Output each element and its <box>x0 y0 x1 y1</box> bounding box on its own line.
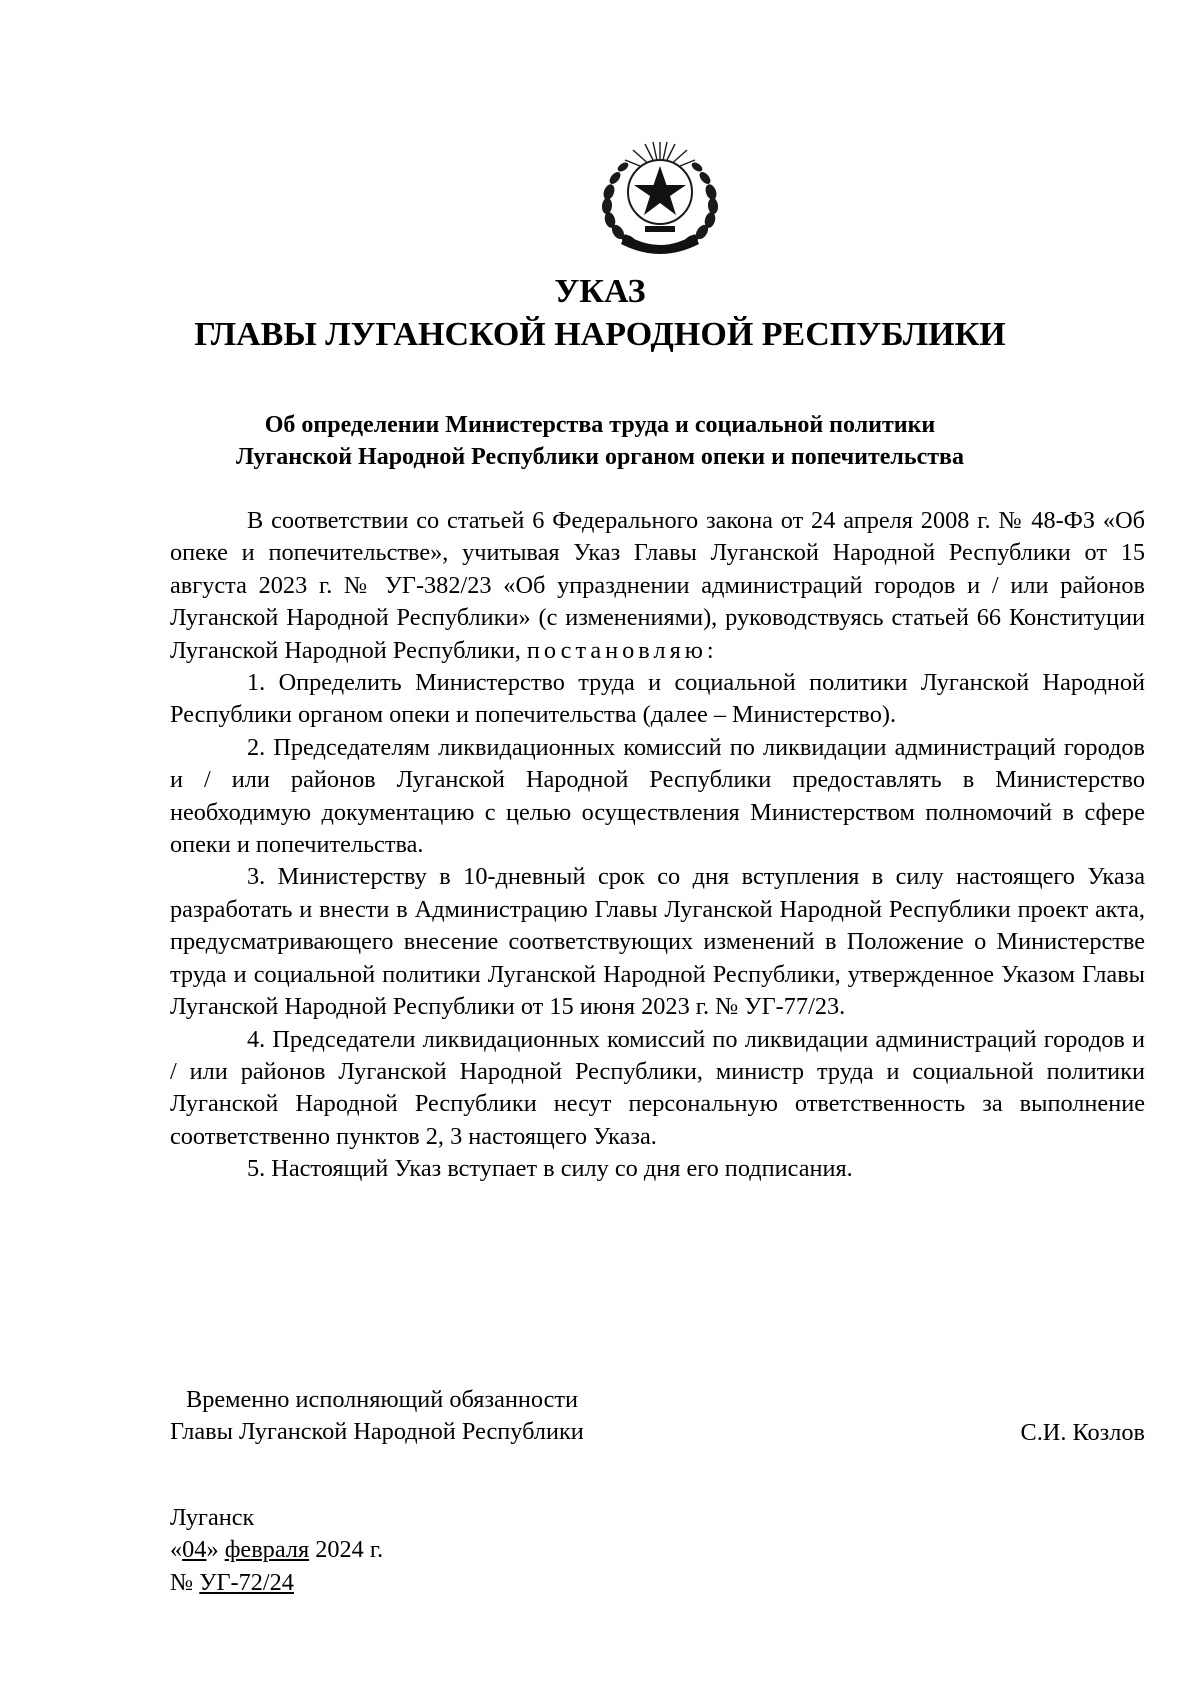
clause-3: 3. Министерству в 10-дневный срок со дня вступления в силу настоящего Указа разработать и внести в Администрацию Главы Луганской Народной Республики проект акта, предусматривающего внесение соответствующих изменений в Положение о Министерстве труда и социальной политики Луганской Народной Республики, утвержденное Указом Главы Луганской Народной Республики от 15 июня 2023 г. № УГ-77/23. <box>170 863 1145 1021</box>
document-footer <box>170 1502 383 1599</box>
decree-number <box>170 1567 383 1599</box>
clause-5: 5. Настоящий Указ вступает в силу со дня его подписания. <box>247 1155 853 1183</box>
document-title: УКАЗ <box>554 273 646 310</box>
preamble-text: В соответствии со статьей 6 Федерального закона от 24 апреля 2008 г. № 48-ФЗ «Об опеке и попечительстве», учитывая Указ Главы Луганской Народной Республики от 15 августа 2023 г. № УГ-382/23 «Об упразднении администраций городов и / или районов Луганской Народной Республики» (с изменениями), руководствуясь статьей 66 Конституции Луганской Народной Республики, <box>170 507 1145 664</box>
signatory-position <box>170 1384 584 1449</box>
decree-body <box>170 505 1145 1186</box>
coat-of-arms-emblem <box>595 134 725 260</box>
signatory-position-line-1: Временно исполняющий обязанности <box>186 1386 579 1413</box>
clause-1: 1. Определить Министерство труда и социальной политики Луганской Народной Республики органом опеки и попечительства (далее – Министерство). <box>170 669 1145 729</box>
number-value: УГ-72/24 <box>199 1568 294 1596</box>
date-open-quote: « <box>170 1536 183 1564</box>
date-month: февраля <box>224 1536 310 1564</box>
document-issuer: ГЛАВЫ ЛУГАНСКОЙ НАРОДНОЙ РЕСПУБЛИКИ <box>194 316 1006 353</box>
date-day: 04 <box>182 1536 207 1564</box>
issue-city: Луганск <box>170 1504 255 1531</box>
date-year: 2024 г. <box>315 1536 384 1564</box>
clause-4: 4. Председатели ликвидационных комиссий по ликвидации администраций городов и / или районов Луганской Народной Республики, министр труда и социальной политики Луганской Народной Республики несут персональную ответственность за выполнение соответственно пунктов 2, 3 настоящего Указа. <box>170 1025 1145 1150</box>
signatory-name: С.И. Козлов <box>1020 1419 1145 1446</box>
signatory-position-line-2: Главы Луганской Народной Республики <box>170 1418 584 1446</box>
subject-line-2: Луганской Народной Республики органом опеки и попечительства <box>236 444 964 470</box>
subject-line-1: Об определении Министерства труда и социальной политики <box>264 412 936 438</box>
preamble-paragraph <box>170 505 1145 667</box>
clause-2: 2. Председателям ликвидационных комиссий по ликвидации администраций городов и / или районов Луганской Народной Республики предоставлять в Министерство необходимую документацию с целью осуществления Министерством полномочий в сфере опеки и попечительства. <box>170 733 1145 859</box>
number-prefix: № <box>170 1568 194 1596</box>
issue-date <box>170 1534 383 1566</box>
decree-word: постановляю: <box>526 636 718 664</box>
date-close-quote: » <box>206 1536 219 1564</box>
